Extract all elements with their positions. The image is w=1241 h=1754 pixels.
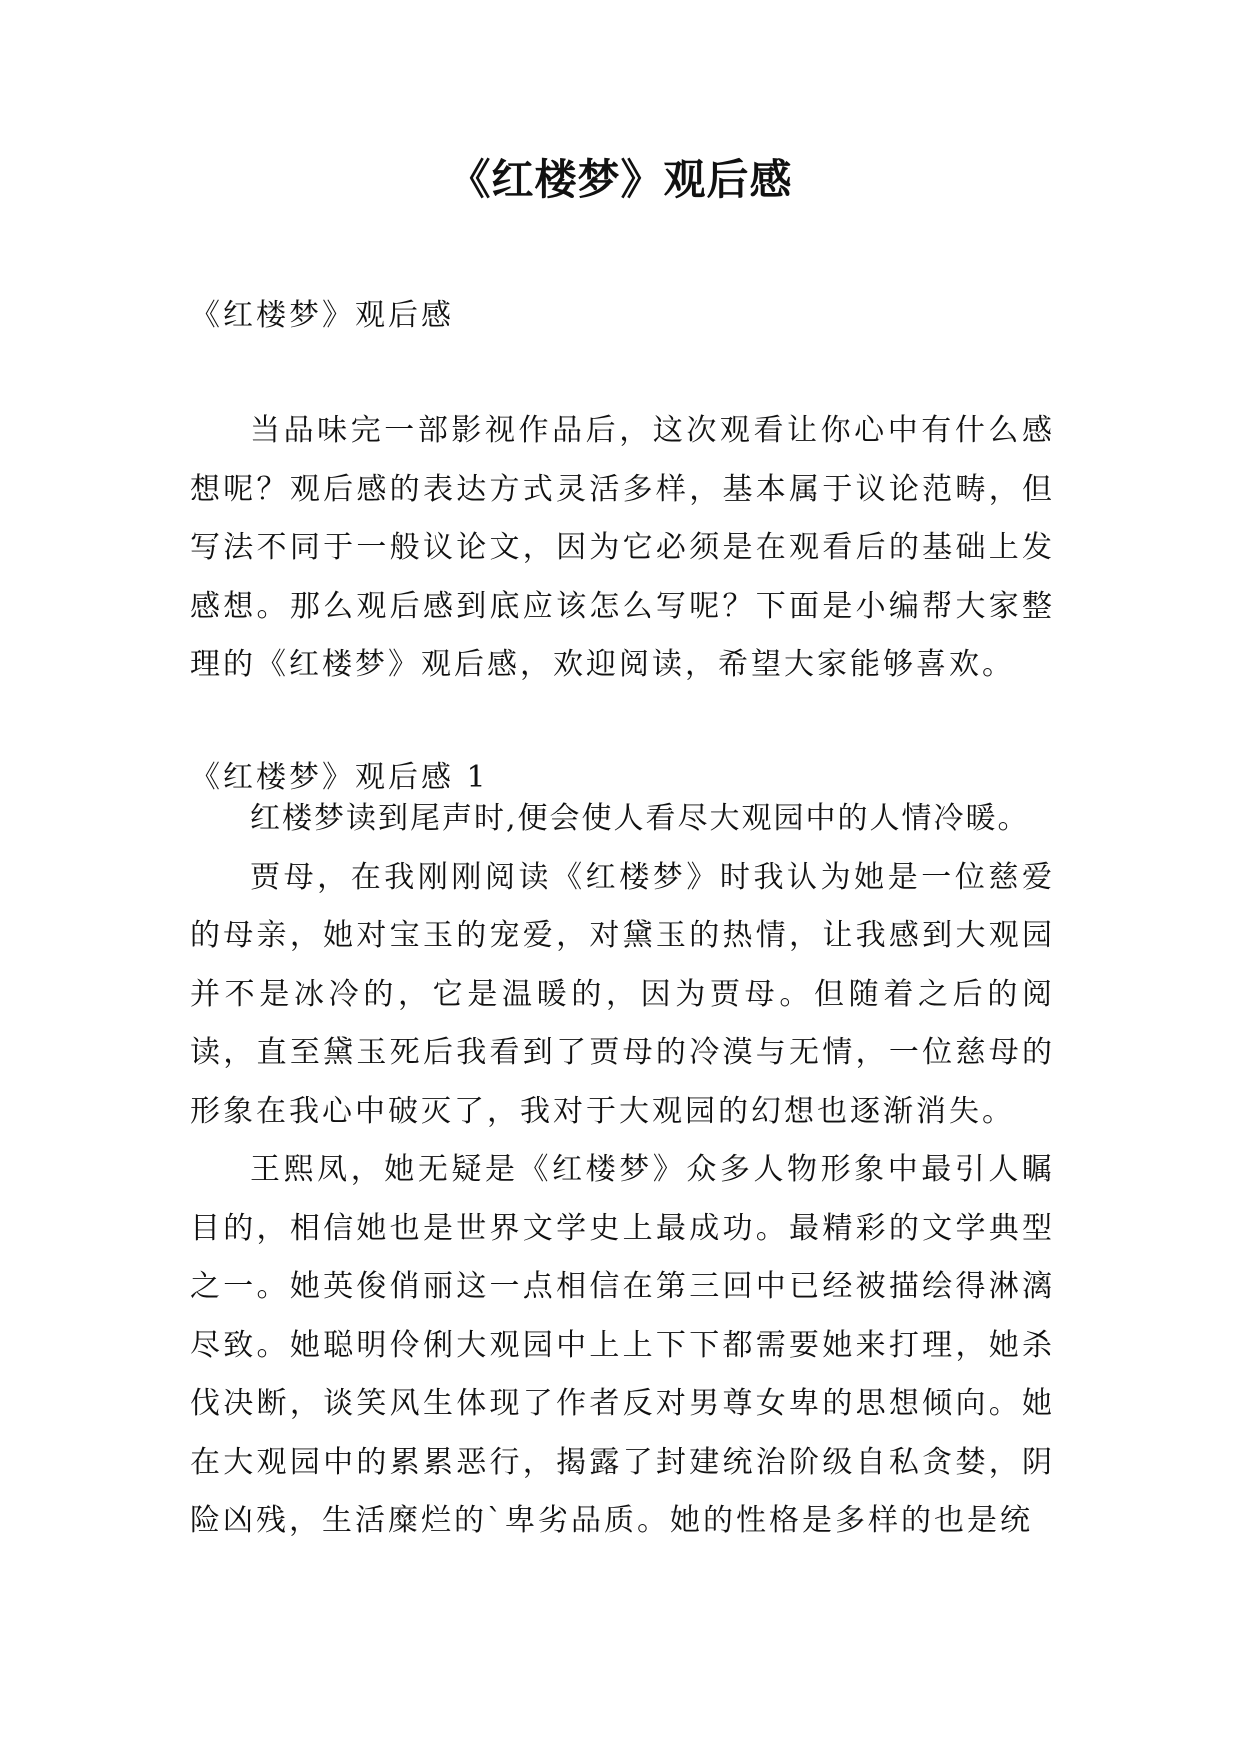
body-paragraph: 贾母，在我刚刚阅读《红楼梦》时我认为她是一位慈爱的母亲，她对宝玉的宠爱，对黛玉的热情，让我感到大观园并不是冰冷的，它是温暖的，因为贾母。但随着之后的阅读，直至黛玉死后我看到了贾母的冷漠与无情，一位慈母的形象在我心中破灭了，我对于大观园的幻想也逐渐消失。 [190,859,1055,1129]
body-paragraph: 王熙凤，她无疑是《红楼梦》众多人物形象中最引人瞩目的，相信她也是世界文学史上最成功。最精彩的文学典型之一。她英俊俏丽这一点相信在第三回中已经被描绘得淋漓尽致。她聪明伶俐大观园中上上下下都需要她来打理，她杀伐决断，谈笑风生体现了作者反对男尊女卑的思想倾向。她在大观园中的累累恶行，揭露了封建统治阶级自私贪婪，阴险凶残，生活糜烂的`卑劣品质。她的性格是多样的也是统 [190,1152,1055,1538]
section-1-body [190,790,1055,1551]
intro-paragraph: 当品味完一部影视作品后，这次观看让你心中有什么感想呢？观后感的表达方式灵活多样，基本属于议论范畴，但写法不同于一般议论文，因为它必须是在观看后的基础上发感想。那么观后感到底应该怎么写呢？下面是小编帮大家整理的《红楼梦》观后感，欢迎阅读，希望大家能够喜欢。 [190,413,1055,682]
intro-section [190,402,1055,695]
document-subtitle: 《红楼梦》观后感 [190,298,454,333]
body-paragraph: 红楼梦读到尾声时,便会使人看尽大观园中的人情冷暖。 [250,801,1030,836]
document-title: 《红楼梦》观后感 [448,155,793,204]
section-1-heading: 《红楼梦》观后感 1 [190,760,489,795]
